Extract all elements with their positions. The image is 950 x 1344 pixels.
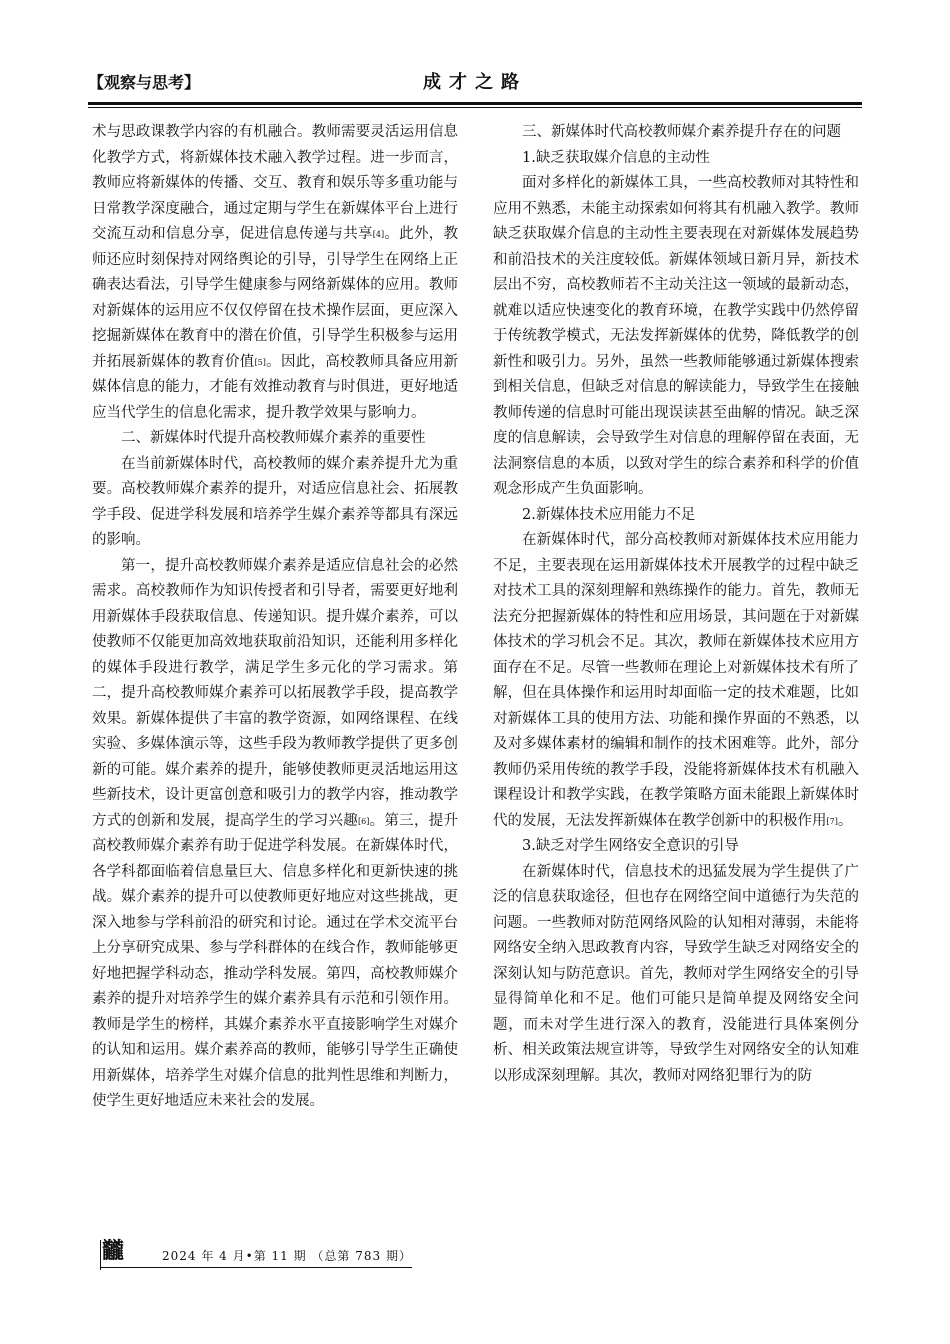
header-rule-thick xyxy=(88,102,862,105)
subsection-heading: 3.缺乏对学生网络安全意识的引导 xyxy=(522,838,739,854)
paragraph: 在新媒体时代，部分高校教师对新媒体技术应用能力不足，主要表现在运用新媒体技术开展教学的过程中缺乏对技术工具的深刻理解和熟练操作的能力。首先，教师无法充分把握新媒体的特性和应用场景，其问题在于对新媒体技术的学习机会不足。其次，教师在新媒体技术应用方面存在不足。尽管一些教师在理论上对新媒体技术有所了解，但在具体操作和运用时却面临一定的技术难题，比如对新媒体工具的使用方法、功能和操作界面的不熟悉，以及对多媒体素材的编辑和制作的技术困难等。此外，部分教师仍采用传统的教学手段，没能将新媒体技术有机融入课程设计和教学实践，在教学策略方面未能跟上新媒体时代的发展，无法发挥新媒体在教学创新中的积极作用[7]。 xyxy=(493,532,859,829)
journal-logo-mark: 龖 xyxy=(102,1239,125,1264)
page-header xyxy=(88,68,862,102)
citation: [6] xyxy=(358,816,370,826)
subsection-heading: 1.缺乏获取媒介信息的主动性 xyxy=(522,149,710,166)
paragraph: 第一，提升高校教师媒介素养是适应信息社会的必然需求。高校教师作为知识传授者和引导者，需要更好地利用新媒体手段获取信息、传递知识。提升媒介素养，可以使教师不仅能更加高效地获取前沿知识，还能利用多样化的媒体手段进行教学，满足学生多元化的学习需求。第二，提升高校教师媒介素养可以拓展教学手段，提高教学效果。新媒体提供了丰富的教学资源，如网络课程、在线实验、多媒体演示等，这些手段为教师教学提供了更多创新的可能。媒介素养的提升，能够使教师更灵活地运用这些新技术，设计更富创意和吸引力的教学内容，推动教学方式的创新和发展，提高学生的学习兴趣[6]。第三，提升高校教师媒介素养有助于促进学科发展。在新媒体时代，各学科都面临着信息量巨大、信息多样化和更新快速的挑战。媒介素养的提升可以使教师更好地应对这些挑战，更深入地参与学科前沿的研究和讨论。通过在学术交流平台上分享研究成果、参与学科群体的在线合作，教师能够更好地把握学科动态，推动学科发展。第四，高校教师媒介素养的提升对培养学生的媒介素养具有示范和引领作用。教师是学生的榜样，其媒介素养水平直接影响学生对媒介的认知和运用。媒介素养高的教师，能够引导学生正确使用新媒体，培养学生对媒介信息的批判性思维和判断力，使学生更好地适应未来社会的发展。 xyxy=(92,557,459,1109)
subsection-heading: 2.新媒体技术应用能力不足 xyxy=(522,506,696,523)
citation: [5] xyxy=(254,357,266,367)
footer-vertical-rule xyxy=(100,1240,101,1270)
section-heading: 二、新媒体时代提升高校教师媒介素养的重要性 xyxy=(121,430,426,446)
footer-rule xyxy=(100,1267,412,1268)
paragraph: 在当前新媒体时代，高校教师的媒介素养提升尤为重要。高校教师媒介素养的提升，对适应信息社会、拓展教学手段、促进学科发展和培养学生媒介素养等都具有深远的影响。 xyxy=(92,455,458,548)
journal-title: 成才之路 xyxy=(423,72,527,93)
page-footer xyxy=(88,1234,428,1270)
section-heading: 三、新媒体时代高校教师媒介素养提升存在的问题 xyxy=(522,124,841,140)
left-column xyxy=(92,120,458,1115)
citation: [7] xyxy=(826,816,838,826)
paragraph: 在新媒体时代，信息技术的迅猛发展为学生提供了广泛的信息获取途径，但也存在网络空间中道德行为失范的问题。一些教师对防范网络风险的认知相对薄弱，未能将网络安全纳入思政教育内容，导致学生缺乏对网络安全的深刻认知与防范意识。首先，教师对学生网络安全的引导显得简单化和不足。他们可能只是简单提及网络安全问题，而未对学生进行深入的教育，没能进行具体案例分析、相关政策法规宣讲等，导致学生对网络安全的认知难以形成深刻理解。其次，教师对网络犯罪行为的防 xyxy=(493,863,859,1084)
header-rule-thin xyxy=(88,107,862,108)
section-tag: 【观察与思考】 xyxy=(88,73,201,92)
issue-info: 2024 年 4 月•第 11 期 （总第 783 期） xyxy=(162,1249,412,1263)
paragraph: 术与思政课教学内容的有机融合。教师需要灵活运用信息化教学方式，将新媒体技术融入教学过程。进一步而言，教师应将新媒体的传播、交互、教育和娱乐等多重功能与日常教学深度融合，通过定期与学生在新媒体平台上进行交流互动和信息分享，促进信息传递与共享[4]。此外，教师还应时刻保持对网络舆论的引导，引导学生在网络上正确表达看法，引导学生健康参与网络新媒体的应用。教师对新媒体的运用应不仅仅停留在技术操作层面，更应深入挖掘新媒体在教育中的潜在价值，引导学生积极参与运用并拓展新媒体的教育价值[5]。因此，高校教师具备应用新媒体信息的能力，才能有效推动教育与时俱进，更好地适应当代学生的信息化需求，提升教学效果与影响力。 xyxy=(92,124,459,421)
right-column xyxy=(493,120,859,1089)
citation: [4] xyxy=(372,230,385,239)
paragraph: 面对多样化的新媒体工具，一些高校教师对其特性和应用不熟悉，未能主动探索如何将其有机融入教学。教师缺乏获取媒介信息的主动性主要表现在对新媒体发展趋势和前沿技术的关注度较低。新媒体领域日新月异，新技术层出不穷，高校教师若不主动关注这一领域的最新动态，就难以适应快速变化的教育环境，在教学实践中仍然停留于传统教学模式，无法发挥新媒体的优势，降低教学的创新性和吸引力。另外，虽然一些教师能够通过新媒体搜索到相关信息，但缺乏对信息的解读能力，导致学生在接触教师传递的信息时可能出现误读甚至曲解的情况。缺乏深度的信息解读，会导致学生对信息的理解停留在表面，无法洞察信息的本质，以致对学生的综合素养和科学的价值观念形成产生负面影响。 xyxy=(493,175,859,497)
